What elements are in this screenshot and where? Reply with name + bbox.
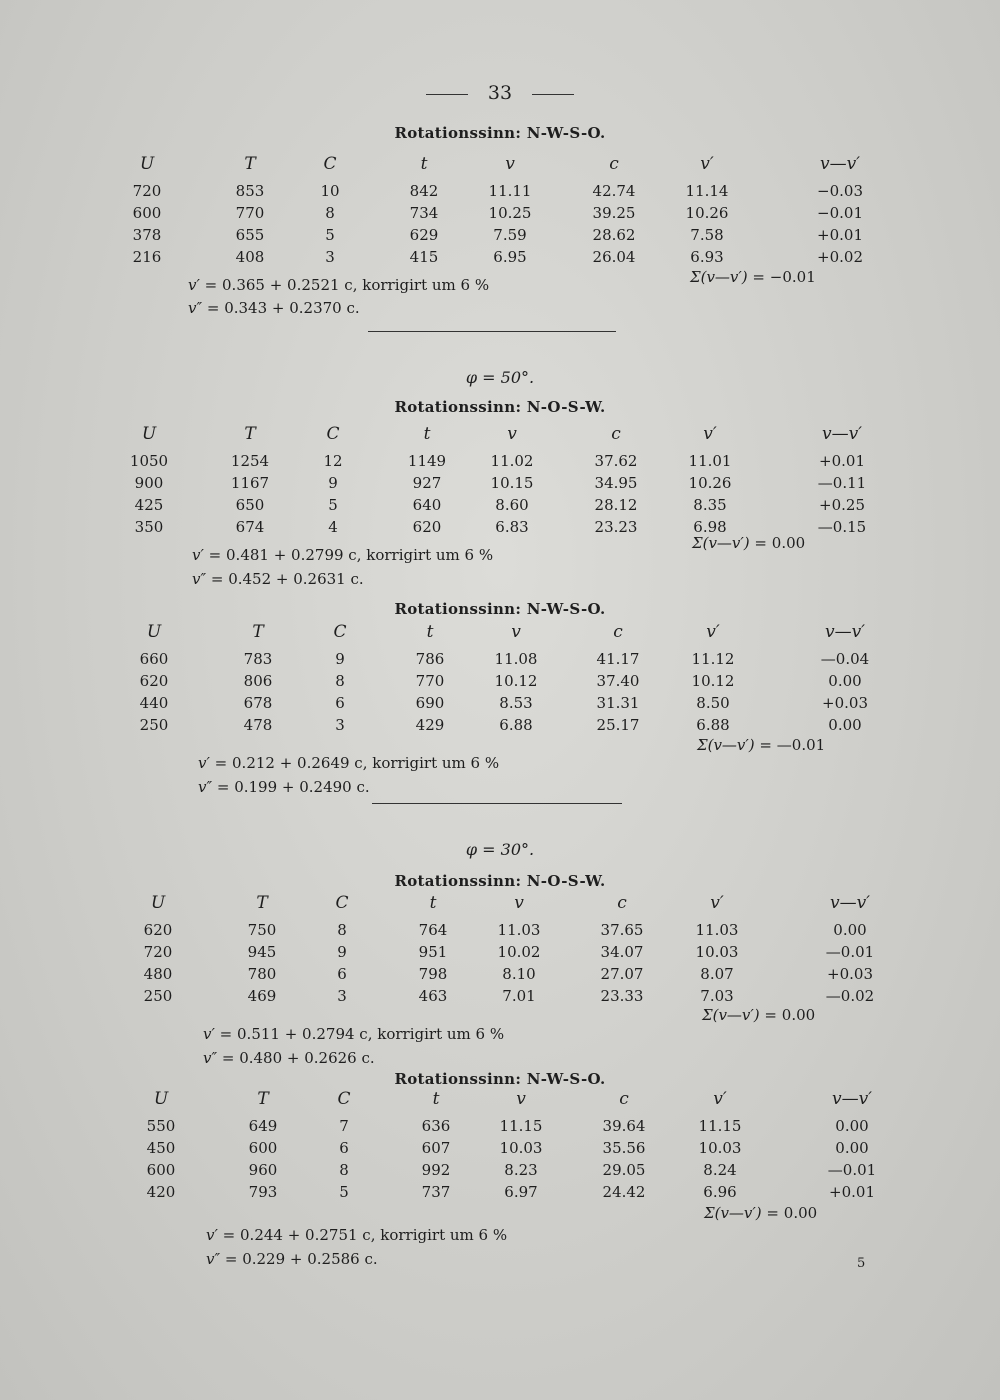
formula-lhs: v″ xyxy=(206,1250,221,1268)
table-cell: 806 xyxy=(243,672,273,690)
column-header-col-v-diff: v—v′ xyxy=(821,424,863,444)
table-cell: 927 xyxy=(412,474,442,492)
table-cell: 23.33 xyxy=(600,987,644,1005)
table-cell: 10.26 xyxy=(685,204,729,222)
column-header-col-v-prime: v′ xyxy=(710,893,724,913)
table-cell: 5 xyxy=(328,496,338,514)
table-cell: 11.11 xyxy=(488,182,532,200)
table-cell: 28.12 xyxy=(594,496,638,514)
formula-v-double-prime xyxy=(192,570,364,588)
sum-line xyxy=(692,534,805,552)
phi-text: φ = 50°. xyxy=(465,368,535,387)
formula-lhs: v′ xyxy=(192,546,204,564)
section-divider xyxy=(368,331,616,332)
table-cell: 720 xyxy=(132,182,162,200)
column-header-col-u: U xyxy=(139,154,155,174)
table-cell: 770 xyxy=(415,672,445,690)
table-cell: 37.40 xyxy=(596,672,640,690)
table-cell: +0.01 xyxy=(829,1183,875,1201)
sum-value: —0.01 xyxy=(776,736,826,754)
rotation-heading: Rotationssinn: N-O-S-W. xyxy=(394,398,606,416)
sum-label: Σ(v—v′) = xyxy=(692,534,767,552)
column-header-col-v-diff: v—v′ xyxy=(829,893,871,913)
table-cell: 37.62 xyxy=(594,452,638,470)
table-cell: 9 xyxy=(335,650,345,668)
table-cell: 10.03 xyxy=(499,1139,543,1157)
formula-lhs: v′ xyxy=(198,754,210,772)
page-number: 33 xyxy=(487,82,513,104)
column-header-col-u: U xyxy=(146,622,162,642)
table-cell: 350 xyxy=(134,518,164,536)
table-cell: 31.31 xyxy=(596,694,640,712)
formula-rhs: = 0.229 + 0.2586 c. xyxy=(224,1250,378,1268)
table-cell: 640 xyxy=(412,496,442,514)
table-cell: −0.03 xyxy=(817,182,863,200)
table-cell: 8.50 xyxy=(696,694,730,712)
table-cell: 440 xyxy=(139,694,169,712)
column-header-col-t-small: t xyxy=(429,893,437,913)
table-cell: 10.03 xyxy=(695,943,739,961)
table-cell: 7.58 xyxy=(690,226,724,244)
column-header-col-t-small: t xyxy=(426,622,434,642)
column-header-col-u: U xyxy=(153,1089,169,1109)
table-cell: 10.02 xyxy=(497,943,541,961)
data-table xyxy=(0,622,1000,792)
column-header-col-u: U xyxy=(141,424,157,444)
formula-lhs: v′ xyxy=(203,1025,215,1043)
table-cell: 415 xyxy=(409,248,439,266)
table-cell: —0.15 xyxy=(817,518,867,536)
table-cell: 480 xyxy=(143,965,173,983)
table-cell: 992 xyxy=(421,1161,451,1179)
formula-rhs: = 0.365 + 0.2521 c, korrigirt um 6 % xyxy=(204,276,490,294)
column-header-col-c: C xyxy=(323,154,337,174)
table-cell: 8 xyxy=(325,204,335,222)
table-cell: −0.01 xyxy=(817,204,863,222)
sum-line xyxy=(697,736,825,754)
table-cell: 34.07 xyxy=(600,943,644,961)
formula-rhs: = 0.343 + 0.2370 c. xyxy=(206,299,360,317)
table-cell: 7.01 xyxy=(502,987,536,1005)
column-header-col-v-prime: v′ xyxy=(700,154,714,174)
table-cell: 798 xyxy=(418,965,448,983)
table-cell: —0.01 xyxy=(825,943,875,961)
table-cell: 3 xyxy=(337,987,347,1005)
table-cell: 6.83 xyxy=(495,518,529,536)
table-cell: 629 xyxy=(409,226,439,244)
sum-line xyxy=(704,1204,817,1222)
formula-rhs: = 0.480 + 0.2626 c. xyxy=(221,1049,375,1067)
column-header-col-v: v xyxy=(516,1089,526,1109)
sum-line xyxy=(690,268,816,286)
table-cell: 8.35 xyxy=(693,496,727,514)
table-cell: 39.25 xyxy=(592,204,636,222)
table-cell: 11.03 xyxy=(695,921,739,939)
formula-lhs: v′ xyxy=(206,1226,218,1244)
table-cell: 10 xyxy=(320,182,340,200)
table-cell: 5 xyxy=(325,226,335,244)
table-cell: 750 xyxy=(247,921,277,939)
table-cell: 11.15 xyxy=(499,1117,543,1135)
table-cell: 636 xyxy=(421,1117,451,1135)
table-cell: 8 xyxy=(339,1161,349,1179)
column-header-col-c: C xyxy=(333,622,347,642)
table-cell: 780 xyxy=(247,965,277,983)
table-cell: 250 xyxy=(139,716,169,734)
table-cell: 0.00 xyxy=(833,921,867,939)
table-cell: +0.02 xyxy=(817,248,863,266)
table-cell: 37.65 xyxy=(600,921,644,939)
table-cell: 0.00 xyxy=(835,1117,869,1135)
table-cell: 24.42 xyxy=(602,1183,646,1201)
column-header-col-v-prime: v′ xyxy=(706,622,720,642)
table-cell: 7 xyxy=(339,1117,349,1135)
formula-rhs: = 0.511 + 0.2794 c, korrigirt um 6 % xyxy=(219,1025,505,1043)
table-cell: 35.56 xyxy=(602,1139,646,1157)
table-cell: 3 xyxy=(335,716,345,734)
table-cell: 10.12 xyxy=(494,672,538,690)
table-cell: —0.04 xyxy=(820,650,870,668)
table-cell: 11.03 xyxy=(497,921,541,939)
column-header-col-v-prime: v′ xyxy=(713,1089,727,1109)
table-cell: 10.25 xyxy=(488,204,532,222)
table-cell: 764 xyxy=(418,921,448,939)
table-cell: 11.01 xyxy=(688,452,732,470)
phi-heading xyxy=(0,368,1000,387)
formula-v-prime xyxy=(203,1025,504,1043)
table-cell: 842 xyxy=(409,182,439,200)
formula-lhs: v′ xyxy=(188,276,200,294)
table-cell: 620 xyxy=(412,518,442,536)
table-cell: 12 xyxy=(323,452,343,470)
table-cell: 11.14 xyxy=(685,182,729,200)
table-cell: 6.98 xyxy=(693,518,727,536)
table-cell: 6.88 xyxy=(499,716,533,734)
table-cell: 469 xyxy=(247,987,277,1005)
sum-label: Σ(v—v′) = xyxy=(704,1204,779,1222)
column-header-col-c-small: c xyxy=(617,893,627,913)
table-cell: 34.95 xyxy=(594,474,638,492)
formula-rhs: = 0.199 + 0.2490 c. xyxy=(216,778,370,796)
table-cell: 720 xyxy=(143,943,173,961)
formula-v-prime xyxy=(192,546,493,564)
table-cell: 6.88 xyxy=(696,716,730,734)
rotation-heading: Rotationssinn: N-W-S-O. xyxy=(394,1070,606,1088)
table-cell: 650 xyxy=(235,496,265,514)
table-cell: —0.11 xyxy=(817,474,867,492)
table-cell: 425 xyxy=(134,496,164,514)
phi-heading xyxy=(0,840,1000,859)
sum-label: Σ(v—v′) = xyxy=(690,268,765,286)
table-cell: —0.01 xyxy=(827,1161,877,1179)
formula-v-double-prime xyxy=(198,778,370,796)
table-cell: 429 xyxy=(415,716,445,734)
table-cell: 607 xyxy=(421,1139,451,1157)
table-cell: 8.53 xyxy=(499,694,533,712)
table-cell: +0.01 xyxy=(819,452,865,470)
header-dash-left xyxy=(426,94,468,95)
formula-v-prime xyxy=(206,1226,507,1244)
table-cell: 25.17 xyxy=(596,716,640,734)
table-cell: 1254 xyxy=(230,452,270,470)
column-header-col-c: C xyxy=(337,1089,351,1109)
table-cell: 620 xyxy=(143,921,173,939)
table-cell: 9 xyxy=(328,474,338,492)
table-cell: 0.00 xyxy=(835,1139,869,1157)
rotation-heading: Rotationssinn: N-W-S-O. xyxy=(394,124,606,142)
rotation-heading: Rotationssinn: N-O-S-W. xyxy=(394,872,606,890)
column-header-col-c-small: c xyxy=(611,424,621,444)
column-header-col-c: C xyxy=(335,893,349,913)
table-cell: 41.17 xyxy=(596,650,640,668)
table-cell: 0.00 xyxy=(828,672,862,690)
table-cell: 463 xyxy=(418,987,448,1005)
table-cell: 378 xyxy=(132,226,162,244)
table-cell: 250 xyxy=(143,987,173,1005)
table-cell: 408 xyxy=(235,248,265,266)
sum-line xyxy=(702,1006,815,1024)
table-cell: 660 xyxy=(139,650,169,668)
table-cell: +0.03 xyxy=(827,965,873,983)
table-cell: 600 xyxy=(248,1139,278,1157)
table-cell: 8.24 xyxy=(703,1161,737,1179)
table-cell: 793 xyxy=(248,1183,278,1201)
formula-v-double-prime xyxy=(188,299,360,317)
table-cell: 216 xyxy=(132,248,162,266)
column-header-col-t-small: t xyxy=(420,154,428,174)
column-header-col-t-small: t xyxy=(432,1089,440,1109)
sum-value: −0.01 xyxy=(769,268,816,286)
table-cell: 4 xyxy=(328,518,338,536)
table-cell: 674 xyxy=(235,518,265,536)
table-cell: 7.59 xyxy=(493,226,527,244)
formula-v-prime xyxy=(188,276,489,294)
table-cell: 5 xyxy=(339,1183,349,1201)
sum-label: Σ(v—v′) = xyxy=(702,1006,777,1024)
table-cell: 7.03 xyxy=(700,987,734,1005)
column-header-col-v: v xyxy=(511,622,521,642)
column-header-col-v-diff: v—v′ xyxy=(831,1089,873,1109)
column-header-col-v: v xyxy=(507,424,517,444)
table-cell: 42.74 xyxy=(592,182,636,200)
table-cell: 9 xyxy=(337,943,347,961)
table-cell: 6 xyxy=(337,965,347,983)
column-header-col-c: C xyxy=(326,424,340,444)
table-cell: 420 xyxy=(146,1183,176,1201)
rotation-heading: Rotationssinn: N-W-S-O. xyxy=(394,600,606,618)
table-cell: 6 xyxy=(339,1139,349,1157)
table-cell: 737 xyxy=(421,1183,451,1201)
table-cell: 900 xyxy=(134,474,164,492)
table-cell: 1167 xyxy=(230,474,270,492)
formula-rhs: = 0.244 + 0.2751 c, korrigirt um 6 % xyxy=(222,1226,508,1244)
table-cell: 1050 xyxy=(129,452,169,470)
column-header-col-t: T xyxy=(257,1089,269,1109)
formula-lhs: v″ xyxy=(203,1049,218,1067)
table-cell: 28.62 xyxy=(592,226,636,244)
table-cell: 27.07 xyxy=(600,965,644,983)
table-cell: +0.25 xyxy=(819,496,865,514)
table-cell: 678 xyxy=(243,694,273,712)
sum-value: 0.00 xyxy=(771,534,806,552)
table-cell: 655 xyxy=(235,226,265,244)
table-cell: 23.23 xyxy=(594,518,638,536)
phi-text: φ = 30°. xyxy=(465,840,535,859)
table-cell: 783 xyxy=(243,650,273,668)
folio-number: 5 xyxy=(857,1256,866,1271)
table-cell: 6 xyxy=(335,694,345,712)
sum-value: 0.00 xyxy=(783,1204,818,1222)
formula-lhs: v″ xyxy=(188,299,203,317)
column-header-col-t: T xyxy=(256,893,268,913)
table-cell: 8 xyxy=(335,672,345,690)
formula-rhs: = 0.481 + 0.2799 c, korrigirt um 6 % xyxy=(208,546,494,564)
table-cell: 0.00 xyxy=(828,716,862,734)
column-header-col-c-small: c xyxy=(619,1089,629,1109)
table-cell: 786 xyxy=(415,650,445,668)
table-cell: 10.26 xyxy=(688,474,732,492)
column-header-col-t: T xyxy=(252,622,264,642)
table-cell: 26.04 xyxy=(592,248,636,266)
table-cell: 945 xyxy=(247,943,277,961)
header-dash-right xyxy=(532,94,574,95)
table-cell: 690 xyxy=(415,694,445,712)
table-cell: 8.10 xyxy=(502,965,536,983)
table-cell: 8 xyxy=(337,921,347,939)
column-header-col-c-small: c xyxy=(609,154,619,174)
formula-v-double-prime xyxy=(203,1049,375,1067)
table-cell: 6.93 xyxy=(690,248,724,266)
sum-label: Σ(v—v′) = xyxy=(697,736,772,754)
table-cell: 11.02 xyxy=(490,452,534,470)
formula-rhs: = 0.212 + 0.2649 c, korrigirt um 6 % xyxy=(214,754,500,772)
section-divider xyxy=(372,803,622,804)
column-header-col-v-diff: v—v′ xyxy=(819,154,861,174)
table-cell: 8.60 xyxy=(495,496,529,514)
table-cell: 6.97 xyxy=(504,1183,538,1201)
formula-v-prime xyxy=(198,754,499,772)
table-cell: 39.64 xyxy=(602,1117,646,1135)
table-cell: 8.23 xyxy=(504,1161,538,1179)
table-cell: 10.12 xyxy=(691,672,735,690)
column-header-col-t: T xyxy=(244,424,256,444)
table-cell: 960 xyxy=(248,1161,278,1179)
table-cell: 600 xyxy=(146,1161,176,1179)
table-cell: 11.08 xyxy=(494,650,538,668)
table-cell: 734 xyxy=(409,204,439,222)
column-header-col-u: U xyxy=(150,893,166,913)
column-header-col-v: v xyxy=(514,893,524,913)
table-cell: 600 xyxy=(132,204,162,222)
table-cell: 649 xyxy=(248,1117,278,1135)
table-cell: +0.03 xyxy=(822,694,868,712)
table-cell: 620 xyxy=(139,672,169,690)
table-cell: 10.03 xyxy=(698,1139,742,1157)
formula-lhs: v″ xyxy=(192,570,207,588)
table-cell: 3 xyxy=(325,248,335,266)
table-cell: 6.95 xyxy=(493,248,527,266)
table-cell: 10.15 xyxy=(490,474,534,492)
table-cell: 8.07 xyxy=(700,965,734,983)
table-cell: 550 xyxy=(146,1117,176,1135)
page-header xyxy=(0,82,1000,104)
data-table xyxy=(0,424,1000,594)
table-cell: 29.05 xyxy=(602,1161,646,1179)
table-cell: 853 xyxy=(235,182,265,200)
column-header-col-c-small: c xyxy=(613,622,623,642)
data-table xyxy=(0,154,1000,324)
sum-value: 0.00 xyxy=(781,1006,816,1024)
table-cell: 478 xyxy=(243,716,273,734)
table-cell: 951 xyxy=(418,943,448,961)
table-cell: —0.02 xyxy=(825,987,875,1005)
table-cell: +0.01 xyxy=(817,226,863,244)
table-cell: 770 xyxy=(235,204,265,222)
formula-lhs: v″ xyxy=(198,778,213,796)
column-header-col-t: T xyxy=(244,154,256,174)
formula-rhs: = 0.452 + 0.2631 c. xyxy=(210,570,364,588)
column-header-col-v: v xyxy=(505,154,515,174)
column-header-col-v-diff: v—v′ xyxy=(824,622,866,642)
column-header-col-v-prime: v′ xyxy=(703,424,717,444)
table-cell: 6.96 xyxy=(703,1183,737,1201)
table-cell: 11.15 xyxy=(698,1117,742,1135)
table-cell: 11.12 xyxy=(691,650,735,668)
column-header-col-t-small: t xyxy=(423,424,431,444)
formula-v-double-prime xyxy=(206,1250,378,1268)
table-cell: 450 xyxy=(146,1139,176,1157)
table-cell: 1149 xyxy=(407,452,447,470)
